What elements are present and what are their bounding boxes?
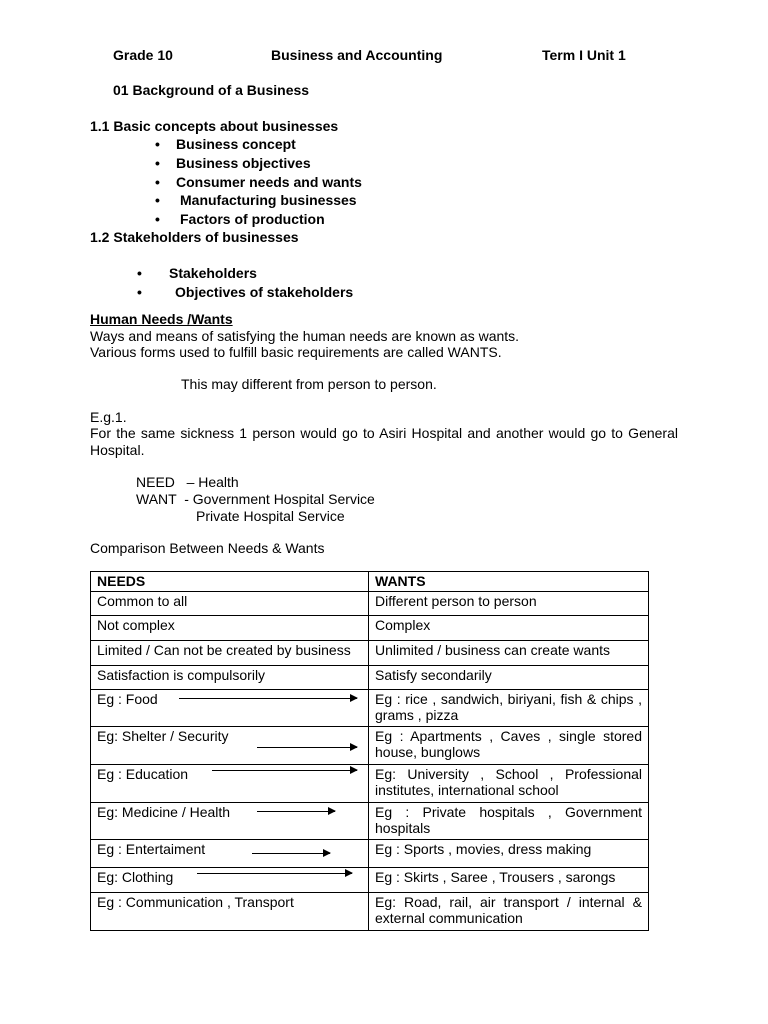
bullet-icon: • — [155, 155, 160, 171]
need-cell — [91, 666, 369, 690]
bullet-text: Objectives of stakeholders — [175, 284, 354, 300]
bullet-text: Business concept — [176, 136, 296, 152]
section-2-heading: 1.2 Stakeholders of businesses — [90, 229, 299, 245]
arrow-icon — [257, 747, 357, 748]
bullet-text: Stakeholders — [169, 265, 257, 281]
header-subject: Business and Accounting — [271, 47, 443, 63]
bullet-icon: • — [155, 136, 160, 152]
table-row — [91, 765, 649, 803]
header-grade: Grade 10 — [113, 47, 173, 63]
need-cell — [91, 803, 369, 840]
need-text: Eg: Shelter / Security — [97, 728, 229, 744]
bullet-text: Factors of production — [180, 211, 325, 227]
arrow-icon — [179, 698, 357, 699]
table-row — [91, 592, 649, 616]
needs-wants-heading: Human Needs /Wants — [90, 311, 233, 327]
table-row — [91, 840, 649, 868]
need-cell — [91, 690, 369, 727]
table-row — [91, 803, 649, 840]
want-cell: Different person to person — [369, 592, 649, 616]
bullet-text: Business objectives — [176, 155, 311, 171]
arrow-icon — [197, 873, 352, 874]
need-cell — [91, 868, 369, 893]
need-cell — [91, 727, 369, 765]
want-line: WANT - Government Hospital Service — [136, 491, 375, 507]
arrow-icon — [257, 811, 335, 812]
need-cell — [91, 840, 369, 868]
need-text: Eg : Food — [97, 691, 158, 707]
want-cell: Eg : Skirts , Saree , Trousers , sarongs — [369, 868, 649, 893]
need-text: Eg: Medicine / Health — [97, 804, 231, 820]
header-term: Term I Unit 1 — [542, 47, 626, 63]
want-cell: Complex — [369, 616, 649, 641]
bullet-text: Manufacturing businesses — [180, 192, 357, 208]
definition-line-2: Various forms used to fulfill basic requirements are called WANTS. — [90, 344, 502, 360]
need-line: NEED – Health — [136, 474, 239, 490]
need-text: Common to all — [97, 593, 188, 609]
arrow-icon — [212, 770, 357, 771]
want-cell: Eg : Sports , movies, dress making — [369, 840, 649, 868]
want-cell: Eg : Private hospitals , Government hospitals — [369, 803, 649, 840]
bullet-icon: • — [155, 211, 160, 227]
want-line-2: Private Hospital Service — [196, 508, 345, 524]
bullet-icon: • — [137, 284, 142, 300]
need-cell — [91, 641, 369, 666]
example-text: For the same sickness 1 person would go to Asiri Hospital and another would go to General Hospital. — [90, 425, 678, 458]
definition-line-1: Ways and means of satisfying the human needs are known as wants. — [90, 328, 520, 344]
bullet-text: Consumer needs and wants — [176, 174, 362, 190]
table-row — [91, 727, 649, 765]
want-cell: Unlimited / business can create wants — [369, 641, 649, 666]
arrow-icon — [252, 853, 330, 854]
need-cell — [91, 893, 369, 931]
example-label: E.g.1. — [90, 409, 127, 425]
need-text: Eg : Education — [97, 766, 189, 782]
want-cell: Eg : Apartments , Caves , single stored house, bunglows — [369, 727, 649, 765]
note-line: This may different from person to person. — [181, 376, 437, 392]
bullet-icon: • — [155, 174, 160, 190]
need-cell — [91, 592, 369, 616]
comparison-title: Comparison Between Needs & Wants — [90, 540, 325, 556]
need-text: Eg : Communication , Transport — [97, 894, 294, 910]
section-1-heading: 1.1 Basic concepts about businesses — [90, 118, 339, 134]
need-text: Eg : Entertaiment — [97, 841, 206, 857]
comparison-table — [90, 571, 649, 931]
want-cell: Eg : rice , sandwich, biriyani, fish & chips , grams , pizza — [369, 690, 649, 727]
table-row — [91, 690, 649, 727]
table-row — [91, 868, 649, 893]
need-cell — [91, 765, 369, 803]
need-text: Eg: Clothing — [97, 869, 174, 885]
want-cell: Eg: University , School , Professional institutes, international school — [369, 765, 649, 803]
need-cell — [91, 616, 369, 641]
need-text: Satisfaction is compulsorily — [97, 667, 266, 683]
need-text: Limited / Can not be created by business — [97, 642, 351, 658]
table-row — [91, 616, 649, 641]
table-row — [91, 641, 649, 666]
header-needs: NEEDS — [91, 572, 369, 592]
chapter-title: 01 Background of a Business — [113, 82, 310, 98]
bullet-icon: • — [155, 192, 160, 208]
bullet-icon: • — [137, 265, 142, 281]
need-text: Not complex — [97, 617, 175, 633]
want-cell: Eg: Road, rail, air transport / internal & external communication — [369, 893, 649, 931]
want-cell: Satisfy secondarily — [369, 666, 649, 690]
header-wants: WANTS — [369, 572, 649, 592]
table-header-row — [91, 572, 649, 592]
table-row — [91, 893, 649, 931]
table-row — [91, 666, 649, 690]
